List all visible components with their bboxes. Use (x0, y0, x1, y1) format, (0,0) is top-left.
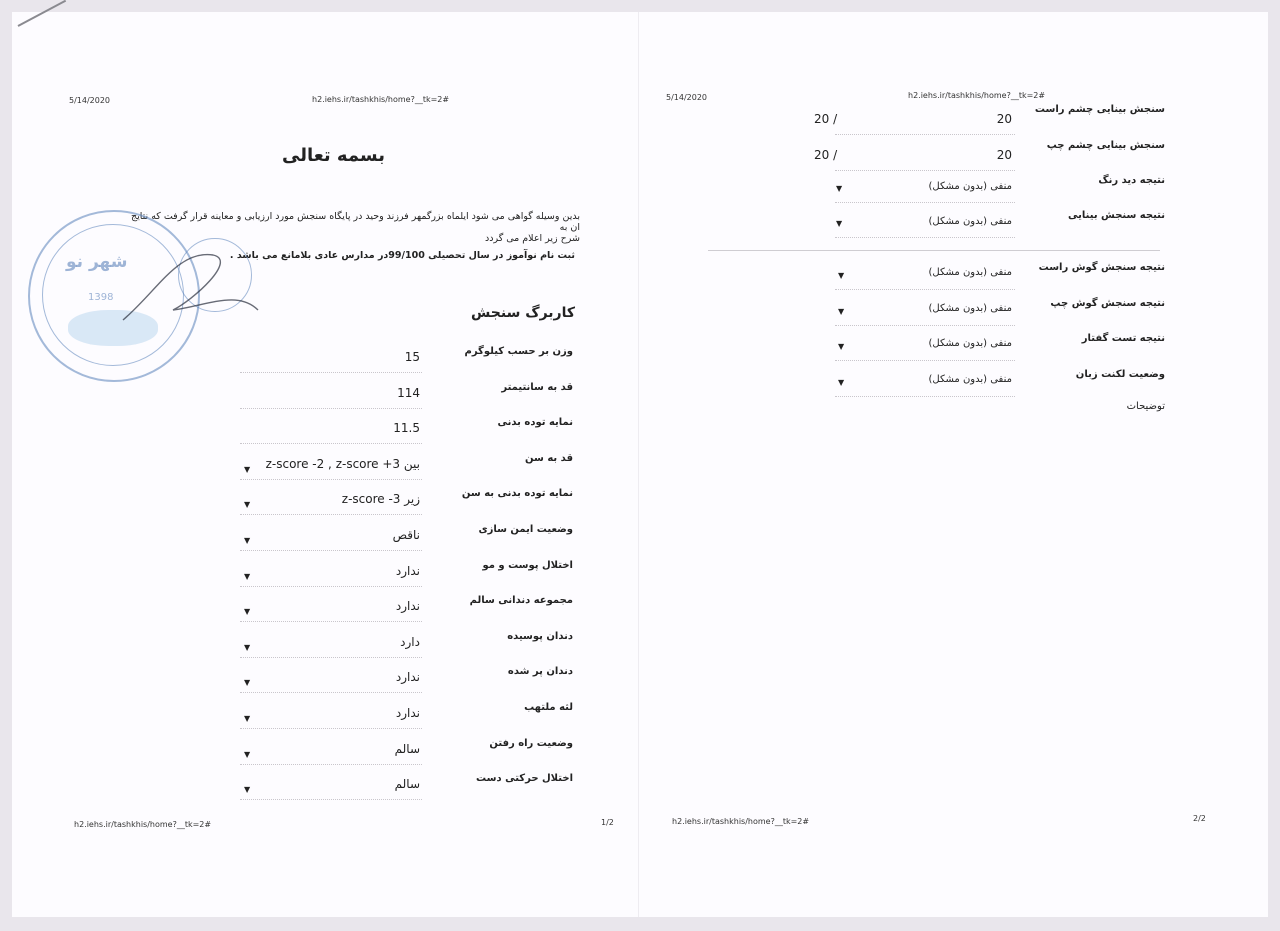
assessment-heading: کاربرگ سنجش (471, 305, 575, 321)
dropdown-arrow-icon[interactable]: ▼ (244, 749, 251, 759)
dropdown-arrow-icon[interactable]: ▼ (244, 571, 251, 581)
dropdown-arrow-icon[interactable]: ▼ (838, 271, 845, 280)
input-value[interactable]: 15 (404, 350, 420, 364)
section-divider (708, 250, 1160, 251)
field-label: دندان پوسیده (507, 630, 573, 642)
field-label: وضعیت راه رفتن (489, 737, 573, 749)
select-value[interactable]: ندارد (395, 563, 420, 578)
hearing-label: نتیجه تست گفتار (1081, 333, 1165, 344)
field-underline (240, 372, 422, 373)
field-underline (835, 170, 1015, 171)
field-underline (240, 621, 422, 622)
field-underline (835, 134, 1015, 135)
dropdown-arrow-icon[interactable]: ▼ (244, 785, 251, 795)
field-underline (240, 799, 422, 800)
select-value[interactable]: ندارد (395, 599, 420, 614)
result-label: نتیجه دید رنگ (1098, 175, 1165, 186)
page1-date: 5/14/2020 (69, 96, 111, 105)
page1-url: h2.iehs.ir/tashkhis/home?__tk=2# (312, 95, 450, 104)
field-label: وضعیت ایمن سازی (478, 524, 573, 535)
select-value[interactable]: زیر z-score -3 (341, 492, 420, 507)
select-value[interactable]: سالم (394, 741, 420, 756)
select-value[interactable]: منفی (بدون مشکل) (928, 338, 1012, 349)
select-value[interactable]: ندارد (395, 706, 420, 720)
page-fold (638, 12, 639, 917)
vision-denominator: 20 / (814, 148, 838, 162)
field-underline (835, 396, 1015, 397)
input-value[interactable]: 114 (397, 385, 420, 400)
hearing-label: نتیجه سنجش گوش راست (1038, 262, 1165, 273)
intro-line-1: بدین وسیله گواهی می شود ایلماه بزرگمهر فرزند وحید در پایگاه سنجش مورد ارزیابی و معاینه قرار گرفت که نتایج ان به (131, 211, 580, 233)
page2-date: 5/14/2020 (666, 93, 708, 102)
page1-number: 1/2 (601, 818, 614, 827)
page2-number: 2/2 (1193, 814, 1206, 823)
hearing-label: نتیجه سنجش گوش چپ (1050, 297, 1165, 309)
hearing-label: وضعیت لکنت زبان (1075, 368, 1165, 380)
select-value[interactable]: سالم (394, 777, 420, 792)
field-underline (240, 514, 422, 515)
field-underline (240, 408, 422, 409)
select-value[interactable]: بین z-score -2 , z-score +3 (265, 456, 420, 471)
field-underline (240, 586, 422, 587)
page1-footer-url: h2.iehs.ir/tashkhis/home?__tk=2# (74, 820, 212, 829)
select-value[interactable]: ندارد (395, 670, 420, 685)
field-underline (240, 657, 422, 658)
field-label: نمایه توده بدنی به سن (461, 488, 573, 500)
field-label: لثه ملتهب (524, 702, 573, 713)
field-underline (240, 479, 422, 480)
dropdown-arrow-icon[interactable]: ▼ (244, 536, 251, 545)
field-underline (240, 443, 422, 444)
field-underline (240, 692, 422, 693)
select-value[interactable]: منفی (بدون مشکل) (928, 267, 1012, 278)
field-label: دندان پر شده (507, 666, 573, 678)
field-underline (240, 728, 422, 729)
signature-mark (118, 230, 268, 340)
vision-label: سنجش بینایی چشم راست (1034, 104, 1165, 115)
dropdown-arrow-icon[interactable]: ▼ (838, 306, 845, 316)
dropdown-arrow-icon[interactable]: ▼ (244, 607, 251, 617)
dropdown-arrow-icon[interactable]: ▼ (244, 714, 251, 723)
dropdown-arrow-icon[interactable]: ▼ (244, 464, 251, 474)
field-underline (835, 202, 1015, 203)
stamp-year: 1398 (88, 292, 114, 303)
dropdown-arrow-icon[interactable]: ▼ (838, 342, 845, 351)
field-label: مجموعه دندانی سالم (469, 595, 573, 607)
dropdown-arrow-icon[interactable]: ▼ (838, 377, 845, 387)
dropdown-arrow-icon[interactable]: ▼ (836, 184, 843, 193)
field-label: اختلال حرکتی دست (476, 773, 573, 785)
vision-value[interactable]: 20 (996, 112, 1012, 126)
select-value[interactable]: منفی (بدون مشکل) (928, 373, 1012, 385)
dropdown-arrow-icon[interactable]: ▼ (244, 500, 251, 510)
stamp-text: شهر نو (66, 252, 128, 272)
field-underline (835, 237, 1015, 238)
field-label: نمایه توده بدنی (497, 417, 573, 429)
field-underline (835, 325, 1015, 326)
select-value[interactable]: دارد (400, 634, 420, 649)
intro-line-2: شرح زیر اعلام می گردد (485, 233, 580, 244)
select-value[interactable]: منفی (بدون مشکل) (928, 216, 1012, 227)
field-underline (835, 289, 1015, 290)
vision-value[interactable]: 20 (996, 148, 1012, 162)
field-label: قد به سانتیمتر (501, 381, 573, 393)
page1-title: بسمه تعالی (282, 145, 385, 166)
page2-footer-url: h2.iehs.ir/tashkhis/home?__tk=2# (672, 817, 810, 826)
field-underline (240, 764, 422, 765)
select-value[interactable]: منفی (بدون مشکل) (928, 302, 1012, 314)
dropdown-arrow-icon[interactable]: ▼ (244, 678, 251, 688)
field-label: وزن بر حسب کیلوگرم (464, 346, 573, 357)
vision-denominator: 20 / (814, 112, 838, 126)
dropdown-arrow-icon[interactable]: ▼ (836, 219, 843, 228)
field-label: اختلال پوست و مو (482, 559, 573, 571)
registration-note: ثبت نام نوآموز در سال تحصیلی 99/100در مدارس عادی بلامانع می باشد . (229, 250, 575, 261)
field-underline (240, 550, 422, 551)
dropdown-arrow-icon[interactable]: ▼ (244, 642, 251, 652)
result-label: نتیجه سنجش بینایی (1068, 210, 1165, 221)
field-label: قد به سن (525, 452, 573, 464)
notes-label: توضیحات (1126, 401, 1165, 412)
select-value[interactable]: منفی (بدون مشکل) (928, 181, 1012, 192)
select-value[interactable]: ناقص (392, 528, 420, 542)
input-value[interactable]: 11.5 (393, 421, 420, 436)
field-underline (835, 360, 1015, 361)
page2-url: h2.iehs.ir/tashkhis/home?__tk=2# (908, 91, 1046, 100)
vision-label: سنجش بینایی چشم چپ (1046, 140, 1165, 151)
